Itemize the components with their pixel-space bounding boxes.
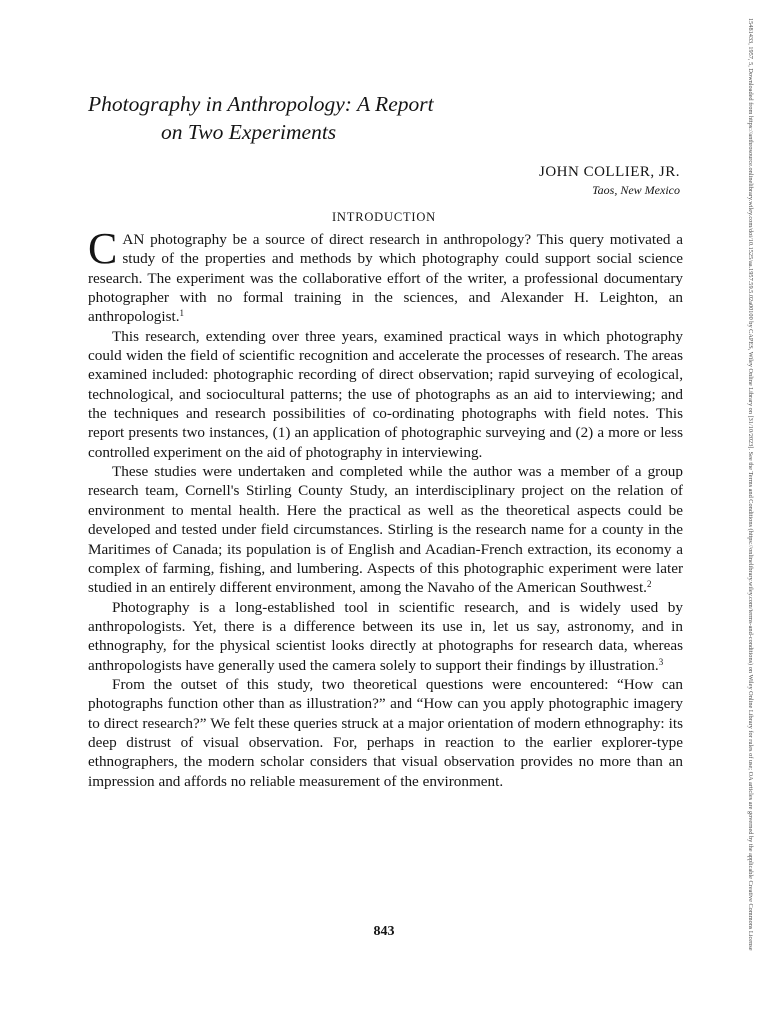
title-line-2: on Two Experiments <box>161 120 337 144</box>
author-name: JOHN COLLIER, JR. <box>538 164 680 180</box>
paragraph-4-text: Photography is a long-established tool in scientific research, and is widely used by anthropologists. Yet, there is a difference between its use in, let us say, astronomy, and in ethnography, for the physical scientist looks directly at photographs for research data, whereas anthropologists have generally used the camera solely to support their findings by illustration. <box>88 598 683 674</box>
footnote-marker-1: 1 <box>179 308 185 319</box>
section-heading: INTRODUCTION <box>331 210 437 224</box>
paragraph-2: This research, extending over three years, examined practical ways in which photography could widen the field of scientific recognition and accelerate the processes of research. The areas examined included: photographic recording of direct observation; rapid surveying of ecological, technological, and sociocultural patterns; the use of photographs as an aid to interviewing; and the techniques and research possibilities of co-ordinating photographs with field notes. This report presents two instances, (1) an application of photographic surveying and (2) a more or less controlled experiment on the aid of photography in interviewing. <box>88 327 683 461</box>
download-notice: 15481433, 1957, 5, Downloaded from https://anthrosource.onlinelibrary.wiley.com/doi/10.1525/aa.1957.59.5.02a00100 by CAPES, Wiley Online Library on [31/10/2023]. See the Terms and Conditions (https://onlinelibrary.wiley.com/terms-and-conditions) on Wiley Online Library for rules of use; OA articles are governed by the applicable Creative Commons License <box>747 18 754 951</box>
paragraph-3-text: These studies were undertaken and completed while the author was a member of a group research team, Cornell's Stirling County Study, an interdisciplinary project on the relation of environment to mental health. Here the practical as well as the theoretical aspects could be developed and tested under field circumstances. Stirling is the research name for a county in the Maritimes of Canada; its population is of English and Acadian-French extraction, its economy a complex of farming, fishing, and lumbering. Aspects of this photographic experiment were later studied in an entirely different environment, among the Navaho of the American Southwest. <box>88 463 683 597</box>
paragraph-1-text: AN photography be a source of direct research in anthropology? This query motivated a study of the properties and methods by which photography could support social science research. The experiment was the collaborative effort of the writer, a professional documentary photographer with no formal training in the sciences, and Alexander H. Leighton, an anthropologist. <box>88 231 683 326</box>
paragraph-1 <box>88 224 683 327</box>
footnote-marker-3: 3 <box>658 656 664 667</box>
author-block <box>539 163 680 198</box>
paragraph-3 <box>88 462 683 597</box>
drop-cap: C <box>88 224 118 273</box>
paragraph-5: From the outset of this study, two theoretical questions were encountered: “How can photographs function other than as illustration?” and “How can you apply photographic imagery to direct research?” We felt these queries struck at a major orientation of modern ethnography: its deep distrust of visual observation. For, perhaps in reaction to the earlier explorer-type ethnographers, the modern scholar considers that visual observation provides no more than an impression and affords no reliable measurement of the environment. <box>88 675 683 790</box>
article-title <box>88 90 568 146</box>
paragraph-4 <box>88 598 683 675</box>
author-affiliation: Taos, New Mexico <box>592 183 680 197</box>
page-number: 843 <box>373 924 395 939</box>
title-line-1: Photography in Anthropology: A Report <box>88 92 434 116</box>
article-body <box>88 224 683 791</box>
footnote-marker-2: 2 <box>646 579 652 590</box>
